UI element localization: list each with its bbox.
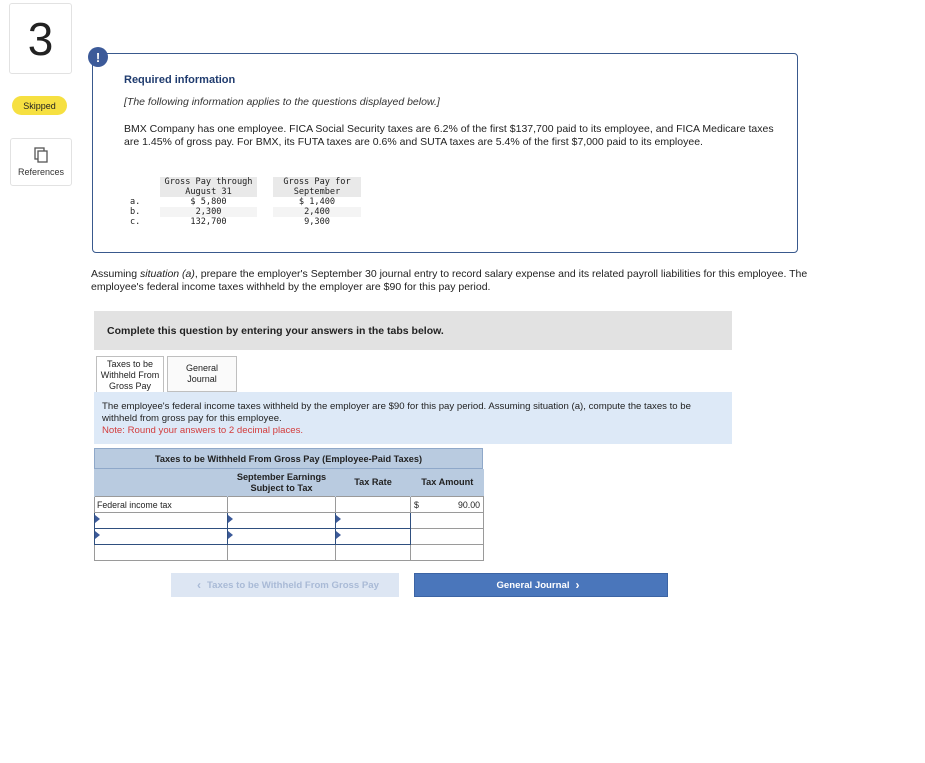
- sep-value: 9,300: [304, 217, 330, 227]
- tab-general-journal[interactable]: [167, 356, 237, 392]
- references-label: References: [17, 167, 65, 177]
- rate-input[interactable]: [336, 529, 411, 545]
- alert-icon: !: [88, 47, 108, 67]
- panel-text: The employee's federal income taxes withheld by the employer are $90 for this pay period. Assuming situation (a), compute the taxes to be withheld from gross pay for this employee.: [102, 401, 691, 424]
- column-header-earnings-line: Subject to Tax: [250, 482, 313, 493]
- row-label: a.: [130, 197, 141, 207]
- next-tab-button[interactable]: [414, 573, 668, 597]
- amount-cell: [411, 513, 484, 529]
- sep-value: 2,400: [273, 207, 361, 217]
- earnings-input[interactable]: [228, 529, 336, 545]
- tax-name-input[interactable]: [95, 513, 228, 529]
- column-header-amount: Tax Amount: [411, 469, 484, 497]
- previous-tab-button[interactable]: [171, 573, 399, 597]
- references-button[interactable]: [10, 138, 72, 186]
- rounding-note: Note: Round your answers to 2 decimal places.: [102, 425, 304, 436]
- aug-value: 2,300: [160, 207, 257, 217]
- tab-taxes-withheld[interactable]: [96, 356, 164, 393]
- tab-label-line: Journal: [187, 374, 217, 384]
- status-badge: Skipped: [12, 96, 67, 115]
- complete-instructions: Complete this question by entering your answers in the tabs below.: [94, 311, 732, 350]
- prompt-before: Assuming: [91, 268, 141, 280]
- gross-pay-sep-header-1: Gross Pay for: [283, 177, 351, 187]
- earnings-cell: [228, 497, 336, 513]
- applies-note: [The following information applies to the questions displayed below.]: [124, 96, 440, 108]
- row-label: c.: [130, 217, 141, 227]
- tab-label-line: Gross Pay: [108, 380, 151, 391]
- table-row: [95, 497, 484, 513]
- row-label: b.: [130, 207, 141, 217]
- question-prompt: [91, 268, 811, 294]
- rate-input[interactable]: [336, 513, 411, 529]
- gross-pay-aug-header-1: Gross Pay through: [164, 177, 253, 187]
- tab-label-line: Taxes to be: [106, 358, 153, 369]
- table-row: [95, 529, 484, 545]
- gross-pay-aug-header-2: August 31: [185, 187, 232, 197]
- earnings-input[interactable]: [228, 513, 336, 529]
- table-row: [124, 217, 361, 227]
- tab-label-line: General: [185, 363, 219, 373]
- previous-tab-label: Taxes to be Withheld From Gross Pay: [207, 579, 379, 591]
- amount-value: 90.00: [457, 499, 480, 510]
- table-row: [95, 545, 484, 561]
- aug-value: 132,700: [190, 217, 227, 227]
- amount-cell: [411, 529, 484, 545]
- row-label-federal-income-tax: Federal income tax: [95, 497, 228, 513]
- copy-icon: [34, 147, 48, 163]
- table-row: [124, 197, 361, 207]
- next-tab-label: General Journal: [496, 579, 570, 591]
- total-cell: [228, 545, 336, 561]
- withholding-worksheet: [94, 448, 483, 561]
- info-paragraph: BMX Company has one employee. FICA Social Security taxes are 6.2% of the first $137,700 paid to its employee, and FICA Medicare taxes are 1.45% of gross pay. For BMX, its FUTA taxes are 0.6% and SUTA taxes are 5.4% of the first $7,000 paid to its employee.: [124, 123, 774, 148]
- table-row: [95, 513, 484, 529]
- sep-value: $ 1,400: [298, 197, 336, 207]
- column-header-item: [95, 469, 228, 497]
- gross-pay-sep-header-2: September: [293, 187, 341, 197]
- total-label-cell: [95, 545, 228, 561]
- column-header-earnings: [228, 469, 336, 497]
- currency-symbol: $: [414, 499, 419, 510]
- question-number: 3: [9, 3, 72, 74]
- prompt-italic: situation (a): [140, 268, 195, 280]
- gross-pay-table: [124, 177, 361, 227]
- worksheet-title: Taxes to be Withheld From Gross Pay (Employee-Paid Taxes): [94, 448, 483, 469]
- chevron-right-icon: ›: [575, 578, 580, 592]
- total-cell: [336, 545, 411, 561]
- tab-label-line: Withheld From: [100, 369, 160, 380]
- aug-value: $ 5,800: [190, 197, 227, 207]
- rate-cell: [336, 497, 411, 513]
- column-header-rate: Tax Rate: [336, 469, 411, 497]
- table-row: [124, 207, 361, 217]
- prompt-after: , prepare the employer's September 30 journal entry to record salary expense and its related payroll liabilities for this employee. The employee's federal income taxes withheld by the employer are $90 for this pay period.: [91, 268, 808, 293]
- total-amount-cell: [411, 545, 484, 561]
- required-information-title: Required information: [124, 74, 236, 86]
- tax-name-input[interactable]: [95, 529, 228, 545]
- amount-cell: [411, 497, 484, 513]
- chevron-left-icon: ‹: [197, 578, 202, 592]
- column-header-earnings-line: September Earnings: [236, 471, 327, 482]
